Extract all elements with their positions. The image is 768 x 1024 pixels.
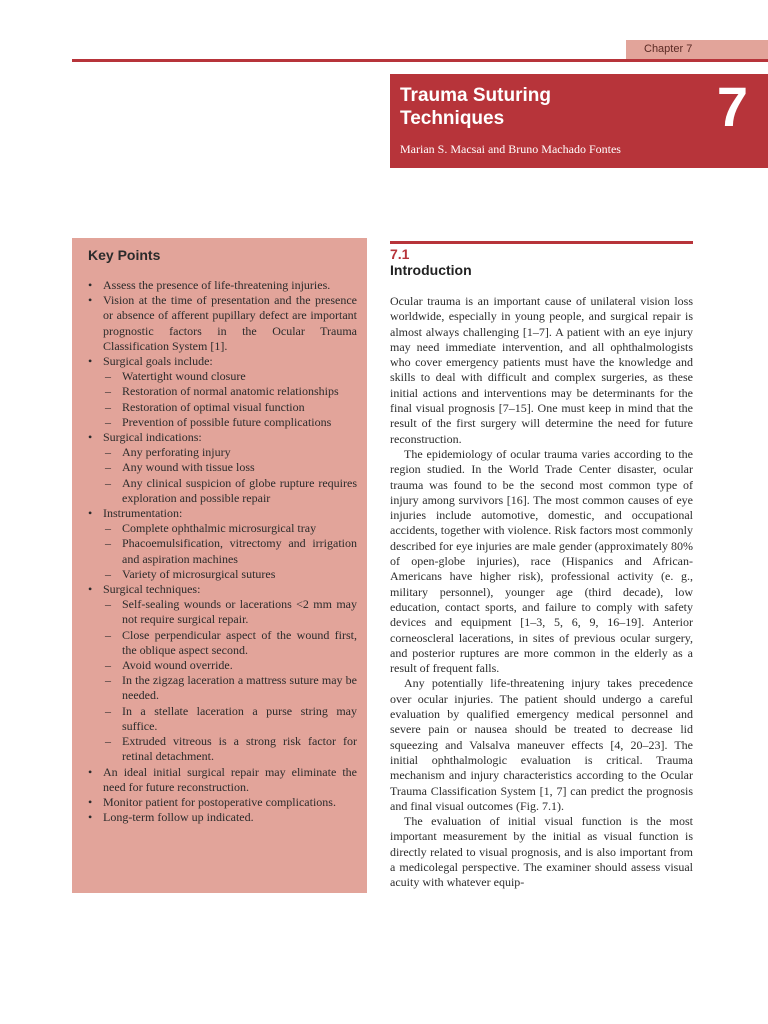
key-point-item [88,430,357,506]
body-paragraph-1: Ocular trauma is an important cause of unilateral vision loss worldwide, especially in young people, and surgical repair is almost always challenging [1–7]. A patient with an eye injury may need immediate intervention, and all ophthalmologists who cover emergency patients must have the knowledge and skills to deal with difficult and complex surgeries, as these initial actions and interventions may be determinants for the final visual prognosis [7–15]. One must keep in mind that the result of the first surgery will determine the need for future reconstruction. [390,294,693,446]
key-point-sublist [103,445,357,506]
key-point-sublist [103,597,357,764]
key-point-text: An ideal initial surgical repair may eliminate the need for future reconstruction. [103,764,357,794]
chapter-label: Chapter 7 [626,40,768,59]
key-point-subitem: – In a stellate laceration a purse string may suffice. [103,704,357,734]
section-title: Introduction [390,262,472,278]
key-point-text: Monitor patient for postoperative complications. [103,794,336,809]
key-point-item [88,765,357,795]
key-point-item [88,354,357,430]
key-point-subitem: – Any wound with tissue loss [103,460,357,475]
key-point-subitem: – Prevention of possible future complications [103,415,357,430]
key-point-subitem: – Any perforating injury [103,445,357,460]
key-point-subitem: – Extruded vitreous is a strong risk factor for retinal detachment. [103,734,357,764]
key-point-text: Assess the presence of life-threatening injuries. [103,278,331,292]
chapter-title-line-1: Trauma Suturing [400,85,551,106]
key-point-subitem: – Any clinical suspicion of globe rupture requires exploration and possible repair [103,476,357,506]
key-point-text: Vision at the time of presentation and the presence or absence of afferent pupillary defect are important prognostic factors in the Ocular Trauma Classification System [1]. [103,293,357,353]
key-point-text: Long-term follow up indicated. [103,810,254,825]
key-point-subitem: – Variety of microsurgical sutures [103,567,357,582]
key-point-item [88,795,357,810]
key-point-sublist [103,369,357,430]
key-points-box [72,238,367,893]
key-point-subitem: – Close perpendicular aspect of the wound first, the oblique aspect second. [103,628,357,658]
key-point-text: Surgical techniques: [103,582,201,597]
chapter-title [400,84,600,130]
key-point-text: Surgical goals include: [103,354,213,369]
key-point-sublist [103,521,357,582]
chapter-number: 7 [716,75,748,138]
key-point-subitem: – Complete ophthalmic microsurgical tray [103,521,357,536]
header-rule [72,59,768,62]
body-text [390,294,693,891]
key-point-subitem: – Self-sealing wounds or lacerations <2 mm may not require surgical repair. [103,597,357,627]
key-point-item [88,506,357,582]
key-point-subitem: – Restoration of normal anatomic relationships [103,384,357,399]
section-rule [390,241,693,244]
key-point-item [88,278,357,293]
key-point-subitem: – Avoid wound override. [103,658,357,673]
key-point-item [88,582,357,764]
chapter-title-box [390,74,768,168]
body-paragraph-3: Any potentially life-threatening injury takes precedence over ocular injuries. The patient should undergo a careful evaluation by qualified emergency medical personnel and severe pain or nausea should be treated to decrease lid squeezing and Valsalva maneuver effects [4, 20–23]. The initial ophthalmologic evaluation is critical. Trauma mechanism and injury characteristics according to the Ocular Trauma Classification System [1, 7] can predict the prognosis and final visual outcomes (Fig. 7.1). [390,676,693,813]
chapter-authors: Marian S. Macsai and Bruno Machado Fontes [400,142,621,156]
key-point-subitem: – Restoration of optimal visual function [103,400,357,415]
key-point-text: Instrumentation: [103,506,183,521]
key-point-subitem: – Phacoemulsification, vitrectomy and irrigation and aspiration machines [103,536,357,566]
key-point-item [88,810,357,825]
key-point-text: Surgical indications: [103,430,202,445]
key-point-subitem: – Watertight wound closure [103,369,357,384]
key-point-item [88,293,357,354]
section-number: 7.1 [390,246,410,262]
key-points-title: Key Points [88,247,161,263]
key-points-list [88,278,357,825]
chapter-title-line-2: Techniques [400,108,505,129]
body-paragraph-4: The evaluation of initial visual function is the most important measurement by the initial as visual function is directly related to visual prognosis, and is also important from a medicolegal perspective. The examiner should assess visual acuity with whatever equip- [390,814,693,890]
body-paragraph-2: The epidemiology of ocular trauma varies according to the region studied. In the World Trade Center disaster, ocular trauma was found to be the second most common type of injury among survivors [16]. The most common causes of eye injuries include automotive, domestic, and occupational accidents, together with violence. Risk factors most commonly described for eye injuries are male gender (approximately 80% of open-globe injuries), race (Hispanics and African-Americans have higher risk), professional activity (e. g., military personnel), younger age (third decade), low education, contact sports, and failure to comply with safety devices and equipment [1–3, 5, 6, 9, 16–19]. Anterior corneoscleral lacerations, in sites of previous ocular surgery, and posterior ruptures are more common in the elderly as a result of frequent falls. [390,446,693,676]
key-point-subitem: – In the zigzag laceration a mattress suture may be needed. [103,673,357,703]
